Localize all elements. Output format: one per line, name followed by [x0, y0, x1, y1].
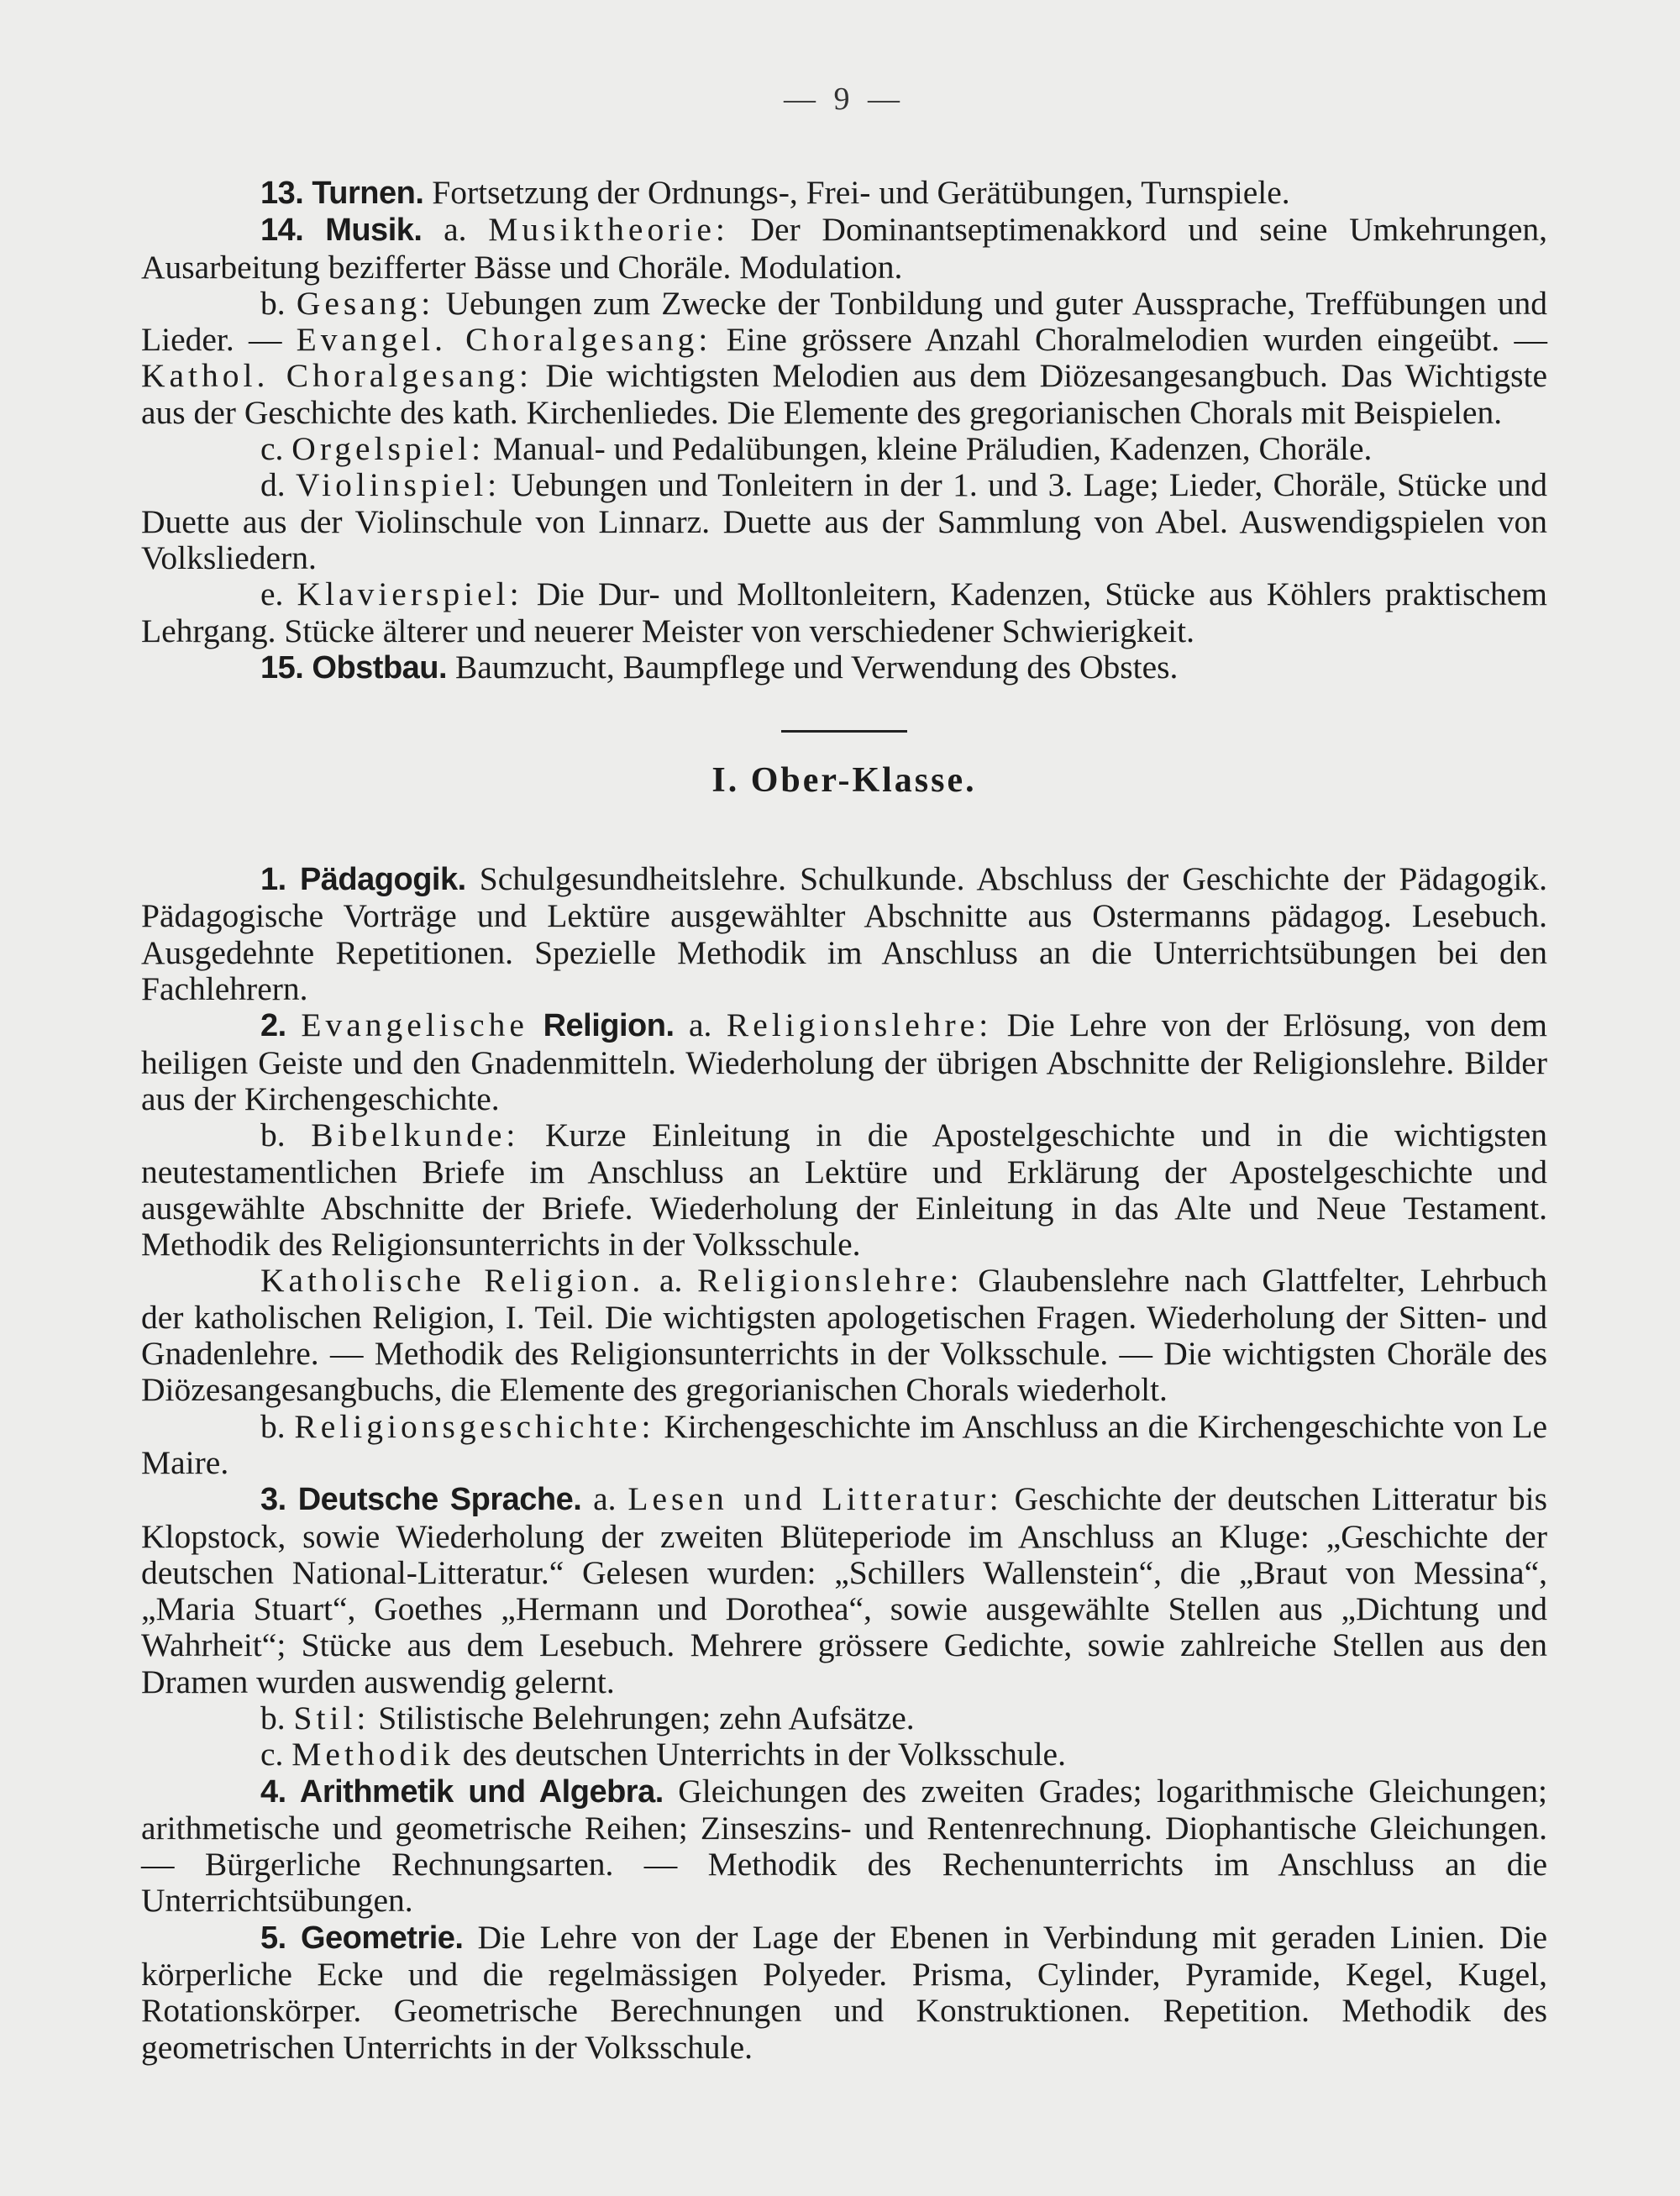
item-label: a. — [444, 211, 489, 249]
item-label: e. — [260, 575, 297, 613]
paragraph-geometrie — [141, 1920, 1547, 2066]
heading-number: 2. — [260, 1008, 302, 1044]
paragraph-kath-religion-b — [141, 1409, 1547, 1482]
item-label: a. — [644, 1262, 698, 1300]
item-label: b. — [260, 1699, 294, 1736]
heading-musik: 14. Musik. — [260, 213, 423, 249]
paragraph-text: Kurze Einleitung in die Apostelgeschichte und in die wichtigsten neutestamentlichen Briefe im Anschluss an Lektüre und Erklärung der Apostelgeschichte und ausgewählte Abschnitte der Briefe. Wiederholung der Einleitung in das Alte und Neue Testament. Methodik des Religionsunterrichts in der Volksschule. — [141, 1116, 1547, 1263]
item-label: a. — [674, 1006, 727, 1044]
item-label: b. — [260, 284, 297, 322]
paragraph-text: Gleichungen des zweiten Grades; logarithmische Gleichungen; arithmetische und geometrische Reihen; Zinseszins- und Rentenrechnung. Diophantische Gleichungen. — Bürgerliche Rechnungsarten. — Methodik des Rechenunterrichts im Anschluss an die Unterrichtsübungen. — [141, 1772, 1547, 1920]
paragraph-ev-religion-a — [141, 1007, 1547, 1117]
heading-arithmetik: 4. Arithmetik und Algebra. — [260, 1773, 664, 1810]
paragraph-text: Die Dur- und Molltonleitern, Kadenzen, Stücke aus Köhlers praktischem Lehrgang. Stücke älterer und neuerer Meister von verschiedener Schwierigkeit. — [141, 575, 1547, 649]
page-number: — 9 — — [784, 81, 905, 117]
item-label: d. — [260, 466, 296, 504]
paragraph-deutsch-a — [141, 1481, 1547, 1700]
paragraph-text: Schulgesundheitslehre. Schulkunde. Abschluss der Geschichte der Pädagogik. Pädagogische Vorträge und Lektüre ausgewählter Abschnitte aus Ostermanns pädagog. Lesebuch. Ausgedehnte Repetitionen. Spezielle Methodik im Anschluss an die Unterrichtsübungen bei den Fachlehrern. — [141, 860, 1547, 1008]
paragraph-text: des deutschen Unterrichts in der Volksschule. — [454, 1736, 1066, 1773]
spaced-term: Religionsgeschichte: — [294, 1407, 655, 1445]
spaced-term: Religionslehre: — [697, 1262, 963, 1300]
paragraph-text: Die wichtigsten Melodien aus dem Diözesangesangbuch. Das Wichtigste aus der Geschichte des kath. Kirchenliedes. Die Elemente des gregorianischen Chorals mit Beispielen. — [141, 357, 1547, 431]
paragraph-paedagogik — [141, 861, 1547, 1007]
paragraph-text: Die Lehre von der Erlösung, von dem heiligen Geiste und den Gnadenmitteln. Wiederholung der übrigen Abschnitte der Religionslehre. Bilder aus der Kirchengeschichte. — [141, 1006, 1548, 1117]
paragraph-musik-c — [141, 431, 1547, 467]
item-label: b. — [260, 1116, 312, 1154]
item-label: c. — [260, 1736, 292, 1773]
spaced-term: Gesang: — [296, 284, 435, 322]
paragraph-obstbau — [141, 649, 1547, 686]
paragraph-musik-b — [141, 286, 1547, 431]
paragraph-text: Uebungen zum Zwecke der Tonbildung und guter Aussprache, Treffübungen und Lieder. — — [141, 284, 1547, 359]
paragraph-text: Eine grössere Anzahl Choralmelodien wurden eingeübt. — — [711, 321, 1547, 359]
paragraph-musik-e — [141, 576, 1547, 649]
paragraph-musik-a — [141, 212, 1547, 286]
divider-rule — [781, 730, 907, 733]
spaced-term: Klavierspiel: — [297, 575, 523, 613]
item-label: a. — [581, 1480, 628, 1518]
paragraph-text: Kirchengeschichte im Anschluss an die Kirchengeschichte von Le Maire. — [141, 1407, 1548, 1481]
spaced-term: Musiktheorie: — [488, 211, 729, 249]
spaced-term: Katholische Religion. — [260, 1262, 645, 1300]
spaced-term: Stil: — [293, 1699, 370, 1736]
section-title: I. Ober-Klasse. — [711, 761, 977, 801]
paragraph-deutsch-c — [141, 1736, 1547, 1773]
paragraph-turnen — [141, 175, 1547, 212]
paragraph-text: Die Lehre von der Lage der Ebenen in Verbindung mit geraden Linien. Die körperliche Ecke und die regelmässigen Polyeder. Prisma, Cylinder, Pyramide, Kegel, Kugel, Rotationskörper. Geometrische Berechnungen und Konstruktionen. Repetition. Methodik des geometrischen Unterrichts in der Volksschule. — [141, 1918, 1547, 2066]
spaced-term: Evangelische — [301, 1006, 528, 1044]
paragraph-text: Baumzucht, Baumpflege und Verwendung des Obstes. — [447, 648, 1179, 686]
paragraph-arithmetik — [141, 1773, 1547, 1920]
spaced-term: Methodik — [291, 1736, 454, 1773]
section-divider — [141, 722, 1547, 737]
spaced-term: Religionslehre: — [726, 1006, 993, 1044]
spaced-term: Lesen und Litteratur: — [627, 1480, 1003, 1518]
paragraph-text: Stilistische Belehrungen; zehn Aufsätze. — [370, 1699, 915, 1736]
paragraph-deutsch-b — [141, 1700, 1547, 1736]
paragraph-ev-religion-b — [141, 1117, 1547, 1263]
spaced-term: Evangel. Choralgesang: — [296, 321, 712, 359]
heading-turnen: 13. Turnen. — [260, 176, 424, 211]
paragraph-text: Uebungen und Tonleitern in der 1. und 3. Lage; Lieder, Choräle, Stücke und Duette aus der Violinschule von Linnarz. Duette aus der Sammlung von Abel. Auswendigspielen von Volksliedern. — [141, 466, 1548, 576]
heading-religion: Religion. — [528, 1008, 675, 1044]
paragraph-kath-religion-a — [141, 1263, 1547, 1408]
spaced-term: Violinspiel: — [295, 466, 501, 504]
spaced-term: Orgelspiel: — [291, 430, 486, 468]
paragraph-text: Glaubenslehre nach Glattfelter, Lehrbuch der katholischen Religion, I. Teil. Die wichtigsten apologetischen Fragen. Wiederholung der Sitten- und Gnadenlehre. — Methodik des Religionsunterrichts in der Volksschule. — Die wichtigsten Choräle des Diözesangesangbuchs, die Elemente des gregorianischen Chorals wiederholt. — [141, 1262, 1547, 1409]
heading-obstbau: 15. Obstbau. — [260, 649, 448, 686]
paragraph-text: Manual- und Pedalübungen, kleine Präludien, Kadenzen, Choräle. — [485, 430, 1373, 468]
paragraph-text: Der Dominantseptimenakkord und seine Umkehrungen, Ausarbeitung bezifferter Bässe und Choräle. Modulation. — [141, 211, 1547, 286]
spaced-term: Bibelkunde: — [311, 1116, 520, 1154]
paragraph-musik-d — [141, 467, 1547, 576]
heading-paedagogik: 1. Pädagogik. — [260, 862, 466, 898]
item-label: c. — [260, 430, 292, 468]
paragraph-text: Fortsetzung der Ordnungs-, Frei- und Gerätübungen, Turnspiele. — [423, 174, 1290, 211]
heading-geometrie: 5. Geometrie. — [260, 1920, 464, 1956]
item-label: b. — [260, 1407, 295, 1445]
heading-deutsch: 3. Deutsche Sprache. — [260, 1482, 582, 1518]
paragraph-text: Geschichte der deutschen Litteratur bis Klopstock, sowie Wiederholung der zweiten Blüteperiode im Anschluss an Kluge: „Geschichte der deutschen National-Litteratur.“ Gelesen wurden: „Schillers Wallenstein“, die „Braut von Messina“, „Maria Stuart“, Goethes „Hermann und Dorothea“, sowie ausgewählte Stellen aus „Dichtung und Wahrheit“; Stücke aus dem Lesebuch. Mehrere grössere Gedichte, sowie zahlreiche Stellen aus den Dramen wurden auswendig gelernt. — [141, 1480, 1547, 1700]
spaced-term: Kathol. Choralgesang: — [141, 357, 533, 395]
